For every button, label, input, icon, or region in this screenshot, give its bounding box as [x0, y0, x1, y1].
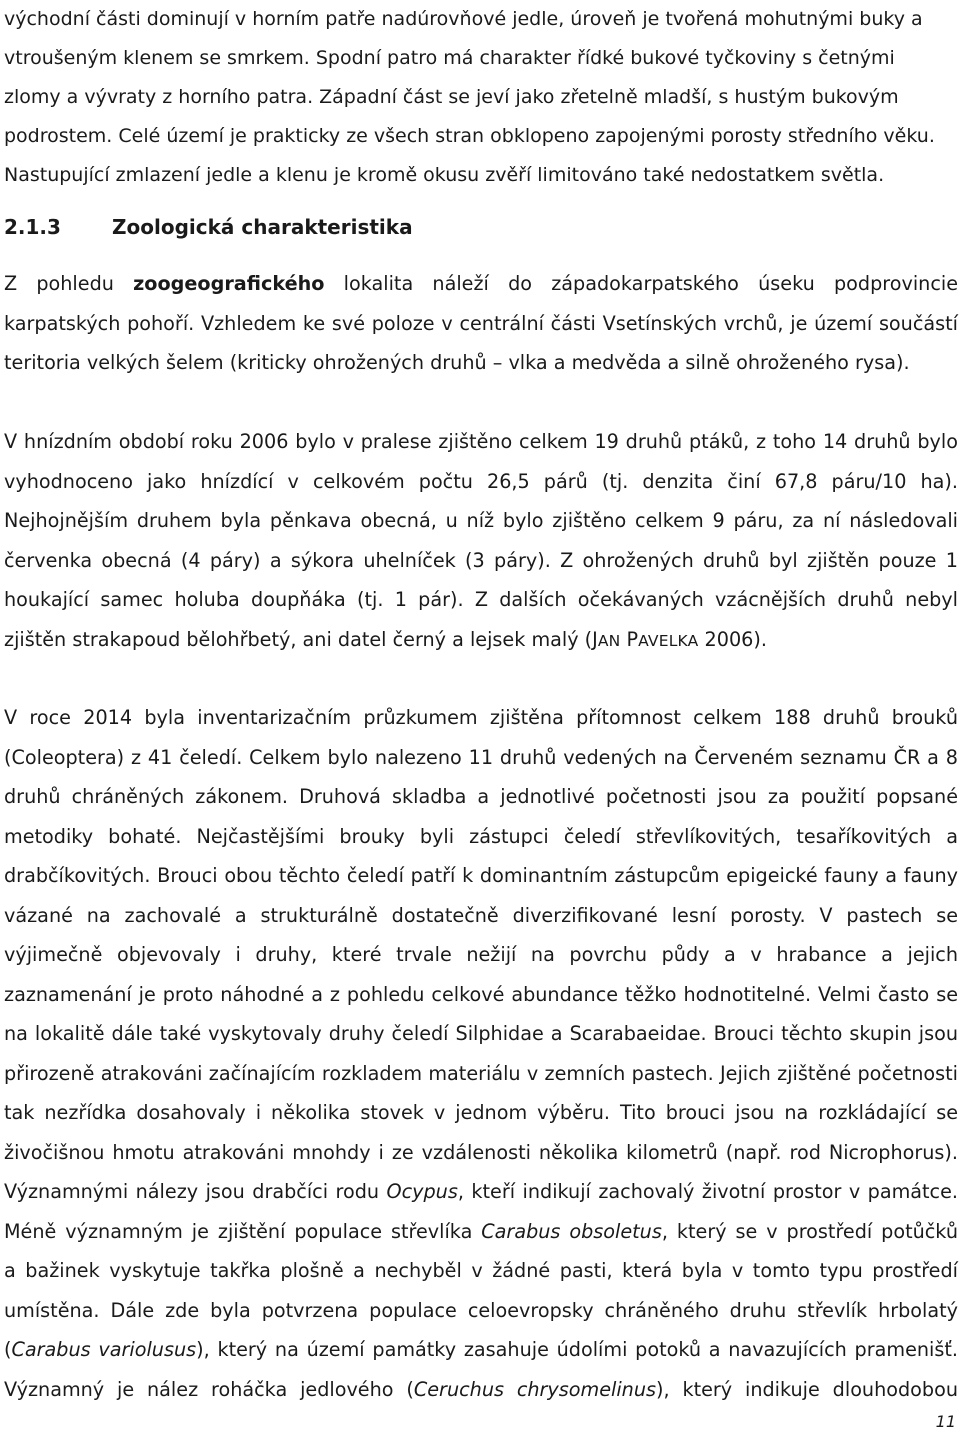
zoogeography-paragraph	[4, 264, 958, 383]
text-line: červenka obecná (4 páry) a sýkora uhelníček (3 páry). Z ohrožených druhů byl zjištěn pouze 1	[4, 548, 958, 572]
intro-paragraph	[4, 0, 958, 195]
text-run: Významný je nález roháčka jedlového (	[4, 1377, 414, 1401]
text-run: zjištěn strakapoud bělohřbetý, ani datel černý a lejsek malý (J	[4, 627, 598, 651]
text-line: přirozeně atrakováni začínajícím rozkladem materiálu v zemních pastech. Jejich zjištěné početnosti	[4, 1061, 958, 1085]
text-line: na lokalitě dále také vyskytovaly druhy čeledí Silphidae a Scarabaeidae. Brouci těchto skupin jsou	[4, 1022, 958, 1045]
text-line: metodiky bohaté. Nejčastějšími brouky byli zástupci čeledí střevlíkovitých, tesaříkovitých a	[4, 824, 958, 848]
section-title: Zoologická charakteristika	[112, 215, 413, 239]
text-line: V hnízdním období roku 2006 bylo v pralese zjištěno celkem 19 druhů ptáků, z toho 14 druhů bylo	[4, 430, 958, 453]
text-run: P	[620, 627, 639, 651]
text-line: teritoria velkých šelem (kriticky ohrožených druhů – vlka a medvěda a silně ohroženého rysa).	[4, 351, 910, 374]
text-line: vyhodnoceno jako hnízdící v celkovém počtu 26,5 párů (tj. denzita činí 67,8 páru/10 ha).	[4, 469, 958, 493]
text-line: drabčíkovitých. Brouci obou těchto čeledí patří k dominantním zástupcům epigeické fauny a fauny	[4, 864, 958, 887]
species-name: Carabus obsoletus	[481, 1219, 662, 1243]
text-line	[4, 1370, 958, 1410]
text-line: (Coleoptera) z 41 čeledí. Celkem bylo nalezeno 11 druhů vedených na Červeném seznamu ČR a 8	[4, 745, 958, 769]
text-line: živočišnou hmotu atrakováni mnohdy i ze vzdálenosti několika kilometrů (např. rod Nicrophorus).	[4, 1140, 958, 1164]
page-number: 11	[935, 1412, 956, 1431]
text-line: tak nezřídka dosahovaly i několika stovek v jednom výběru. Tito brouci jsou na rozkládající se	[4, 1101, 958, 1124]
species-name: Ceruchus chrysomelinus	[413, 1377, 657, 1401]
text-line: karpatských pohoří. Vzhledem ke své poloze v centrální části Vsetínských vrchů, je území součástí	[4, 311, 958, 335]
text-run: ), který na území památky zasahuje údolími potoků a navazujících pramenišť.	[196, 1338, 958, 1361]
text-line: vázané na zachovalé a strukturálně dostatečně diverzifikované lesní porosty. V pastech se	[4, 903, 958, 927]
text-line: zlomy a vývraty z horního patra. Západní část se jeví jako zřetelně mladší, s hustým bukovým	[4, 86, 899, 108]
beetles-paragraph	[4, 698, 958, 1409]
text-line: umístěna. Dále zde byla potvrzena populace celoevropsky chráněného druhu střevlík hrbolatý	[4, 1298, 958, 1322]
author-smallcaps: AVELKA	[638, 631, 699, 650]
text-line	[4, 1212, 958, 1252]
text-line: druhů chráněných zákonem. Druhová skladba a jednotlivé početnosti jsou za použití popsané	[4, 785, 958, 808]
text-run: Z pohledu	[4, 272, 134, 295]
text-line: podrostem. Celé území je prakticky ze všech stran obklopeno zapojenými porosty středního věku.	[4, 125, 935, 147]
text-run: , kteří indikují zachovalý životní prostor v památce.	[457, 1180, 959, 1203]
text-line: V roce 2014 byla inventarizačním průzkumem zjištěna přítomnost celkem 188 druhů brouků	[4, 706, 958, 729]
text-run: ), který indikuje dlouhodobou	[656, 1377, 958, 1401]
text-line	[4, 1330, 958, 1370]
species-name: Ocypus	[386, 1180, 458, 1203]
text-line: houkající samec holuba doupňáka (tj. 1 pár). Z dalších očekávaných vzácnějších druhů nebyl	[4, 588, 958, 611]
section-number: 2.1.3	[4, 215, 61, 239]
text-line: výjimečně objevovaly i druhy, které trvale nežijí na povrchu půdy a v hrabance a jejich	[4, 943, 958, 966]
birds-paragraph	[4, 422, 958, 661]
text-line: vtroušeným klenem se smrkem. Spodní patro má charakter řídké bukové tyčkoviny s četnými	[4, 47, 895, 69]
text-line: Nastupující zmlazení jedle a klenu je kromě okusu zvěří limitováno také nedostatkem světla.	[4, 164, 885, 186]
text-run: Významnými nálezy jsou drabčíci rodu	[4, 1180, 387, 1203]
species-name: Carabus variolusus	[11, 1338, 197, 1361]
text-line	[4, 620, 958, 662]
text-line: zaznamenání je proto náhodné a z pohledu celkové abundance těžko hodnotitelné. Velmi často se	[4, 982, 958, 1006]
text-line	[4, 1172, 958, 1212]
text-run: lokalita náleží do západokarpatského úseku podprovincie	[324, 272, 959, 295]
text-run: (	[4, 1338, 12, 1361]
section-heading	[4, 215, 413, 239]
text-run: , který se v prostředí potůčků	[661, 1219, 958, 1243]
text-run: 2006).	[698, 627, 767, 651]
bold-term: zoogeografického	[133, 272, 325, 295]
text-line: Nejhojnějším druhem byla pěnkava obecná, u níž bylo zjištěno celkem 9 páru, za ní následovali	[4, 509, 958, 532]
text-line	[4, 264, 958, 304]
text-line: východní části dominují v horním patře nadúrovňové jedle, úroveň je tvořená mohutnými buky a	[4, 8, 923, 30]
author-smallcaps: AN	[597, 631, 621, 650]
document-page	[4, 0, 959, 1401]
text-run: Méně významným je zjištění populace střevlíka	[4, 1219, 482, 1243]
text-line: a bažinek vyskytuje takřka plošně a nechyběl v žádné pasti, která byla v tomto typu prostředí	[4, 1259, 958, 1282]
